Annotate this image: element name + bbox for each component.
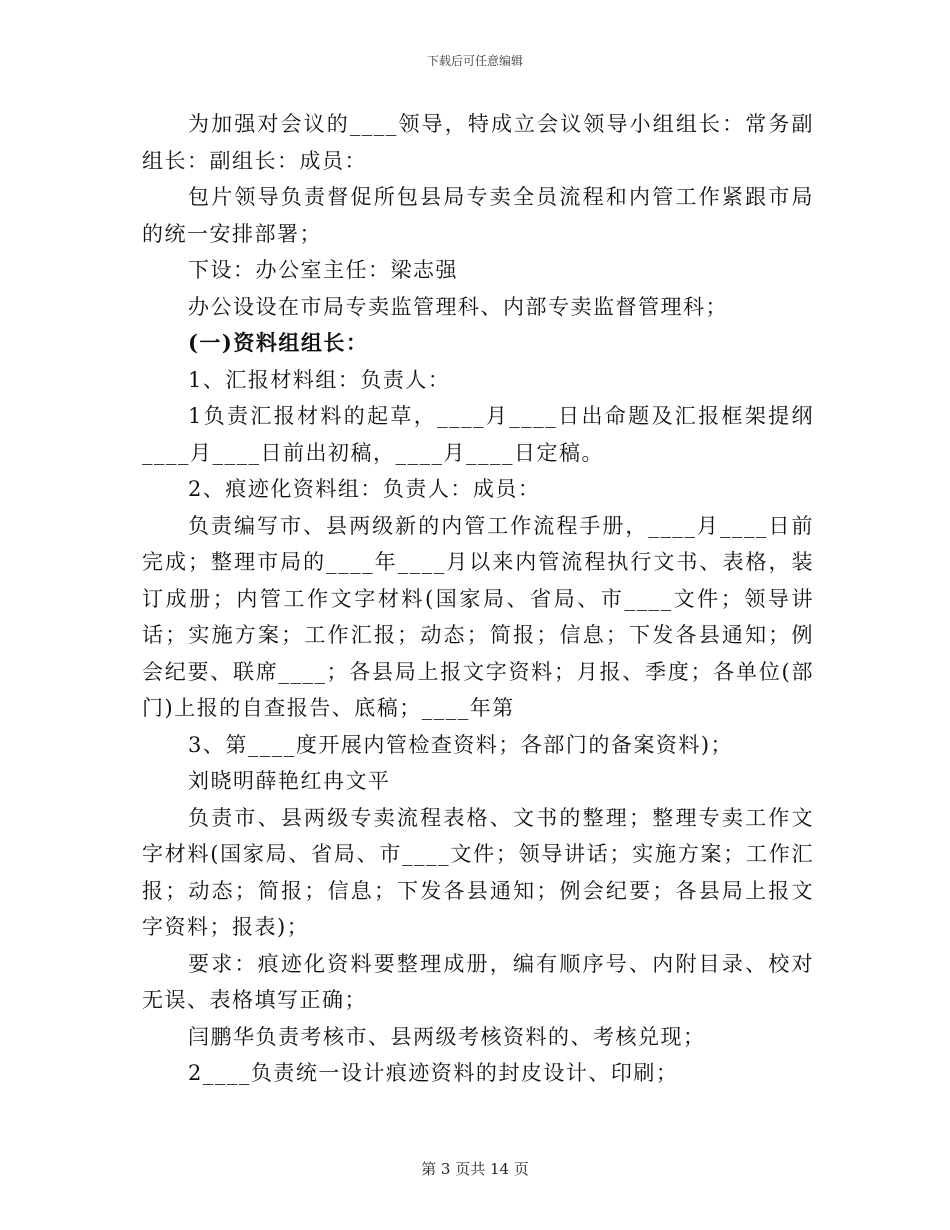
paragraph-district-leaders: 包片领导负责督促所包县局专卖全员流程和内管工作紧跟市局的统一安排部署；: [142, 185, 814, 246]
paragraph-leadership: 为加强对会议的____领导，特成立会议领导小组组长：常务副组长：副组长：成员：: [142, 112, 814, 173]
paragraph-trace-duties: 负责编写市、县两级新的内管工作流程手册，____月____日前完成；整理市局的____年____月以来内管流程执行文书、表格，装订成册；内管工作文字材料(国家局、省局、市____文件；领导讲话；实施方案；工作汇报；动态；简报；信息；下发各县通知；例会纪要、联席____；各县局上报文字资料；月报、季度；各单位(部门)上报的自查报告、底稿；____年第: [142, 513, 814, 720]
document-body: [142, 106, 814, 1092]
paragraph-member-names: 刘晓明薛艳红冉文平: [188, 769, 391, 793]
page-header: 下载后可任意编辑: [426, 54, 523, 68]
page-footer: 第 3 页共 14 页: [421, 1160, 529, 1178]
paragraph-requirements: 要求：痕迹化资料要整理成册，编有顺序号、内附目录、校对无误、表格填写正确；: [142, 951, 814, 1012]
paragraph-office-location: 办公设设在市局专卖监管理科、内部专卖监督管理科；: [188, 294, 728, 319]
paragraph-office-director: 下设：办公室主任：梁志强: [188, 258, 458, 282]
paragraph-cover-design: 2____负责统一设计痕迹资料的封皮设计、印刷；: [188, 1061, 679, 1085]
paragraph-inspection-materials: 3、第____度开展内管检查资料；各部门的备案资料)；: [188, 732, 734, 757]
paragraph-assessment: 闫鹏华负责考核市、县两级考核资料的、考核兑现；: [188, 1024, 706, 1049]
paragraph-report-group: 1、汇报材料组：负责人：: [188, 367, 451, 392]
paragraph-trace-group: 2、痕迹化资料组：负责人：成员：: [188, 477, 541, 501]
paragraph-monopoly-forms: 负责市、县两级专卖流程表格、文书的整理；整理专卖工作文字材料(国家局、省局、市____文件；领导讲话；实施方案；工作汇报；动态；简报；信息；下发各县通知；例会纪要；各县局上报文字资料；报表)；: [142, 805, 814, 939]
paragraph-report-drafting: 1负责汇报材料的起草，____月____日出命题及汇报框架提纲____月____日前出初稿，____月____日定稿。: [142, 404, 814, 465]
section-heading-materials-group: (一)资料组组长：: [188, 330, 369, 355]
